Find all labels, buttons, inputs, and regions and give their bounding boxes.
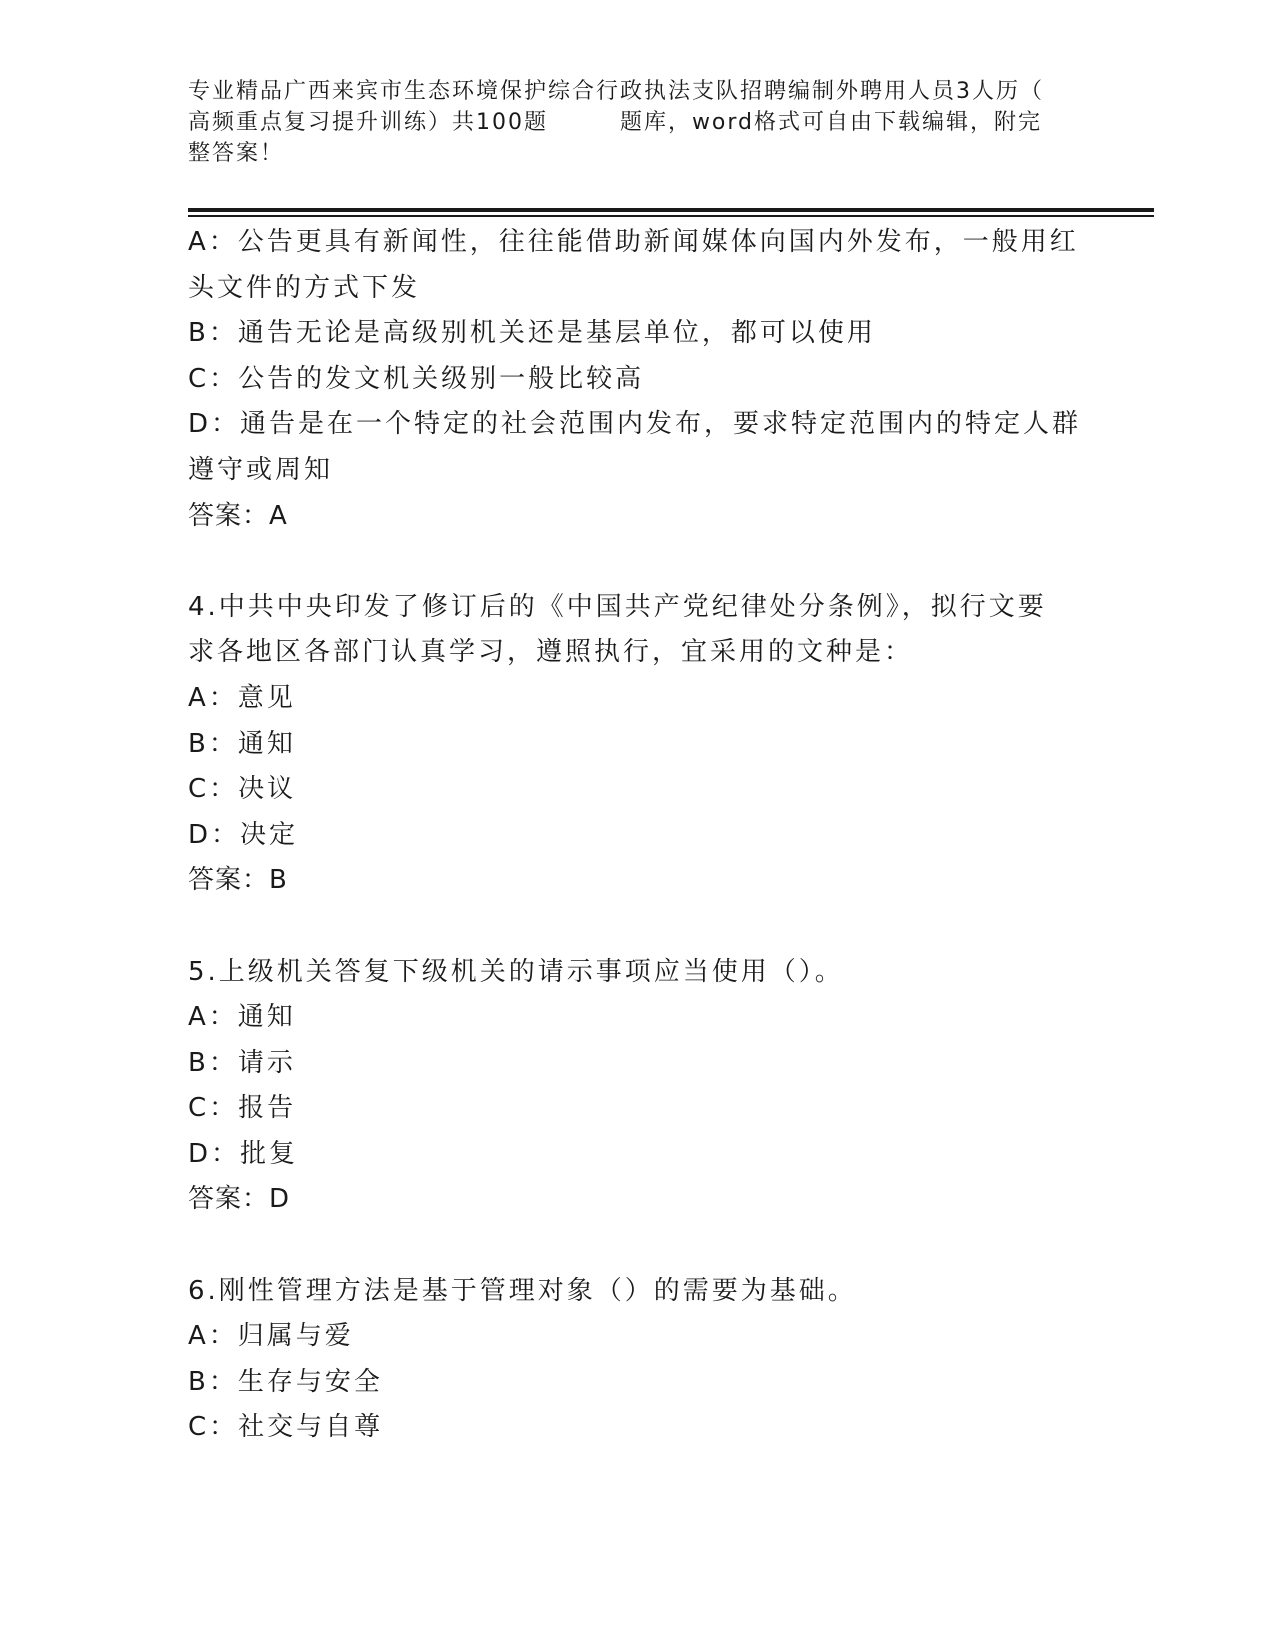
document-title [188,76,1068,169]
option-a: A：意见 [188,682,296,713]
title-line-1: 专业精品广西来宾市生态环境保护综合行政执法支队招聘编制外聘用人员3人历（ [188,79,1044,104]
question-stem: 4.中共中央印发了修订后的《中国共产党纪律处分条例》，拟行文要 [188,591,1047,622]
option-b: B：通告无论是高级别机关还是基层单位，都可以使用 [188,318,876,349]
question-stem: 6.刚性管理方法是基于管理对象（）的需要为基础。 [188,1275,857,1306]
option-c: C：报告 [188,1093,297,1124]
question-6 [188,1269,1088,1451]
spacer [188,1223,1088,1269]
option-a-continued: 头文件的方式下发 [188,272,421,303]
header-divider-thick [188,208,1154,212]
option-a: A：公告更具有新闻性，往往能借助新闻媒体向国内外发布，一般用红 [188,227,1079,257]
option-b: B：通知 [188,728,296,759]
answer: 答案：A [188,500,288,531]
spacer [188,539,1088,585]
title-line-3: 整答案！ [188,141,285,166]
question-stem-continued: 求各地区各部门认真学习，遵照执行，宜采用的文种是： [188,637,914,668]
option-b: B：生存与安全 [188,1366,383,1397]
option-b: B：请示 [188,1047,296,1078]
option-d: D：通告是在一个特定的社会范围内发布，要求特定范围内的特定人群 [188,409,1082,440]
header-divider-thin [188,215,1154,217]
answer: 答案：B [188,865,288,896]
question-5 [188,950,1088,1224]
option-c: C：公告的发文机关级别一般比较高 [188,363,645,394]
question-stem: 5.上级机关答复下级机关的请示事项应当使用（）。 [188,956,844,987]
option-d-continued: 遵守或周知 [188,454,334,485]
question-3 [188,220,1088,539]
title-line-2: 高频重点复习提升训练）共100题 题库，word格式可自由下载编辑，附完 [188,110,1043,135]
question-4 [188,585,1088,904]
spacer [188,904,1088,950]
option-a: A：归属与爱 [188,1321,354,1352]
option-a: A：通知 [188,1002,296,1033]
answer: 答案：D [188,1184,291,1215]
question-list [188,220,1088,1451]
option-d: D：批复 [188,1138,299,1169]
option-c: C：社交与自尊 [188,1412,384,1443]
option-c: C：决议 [188,774,297,805]
option-d: D：决定 [188,819,299,850]
